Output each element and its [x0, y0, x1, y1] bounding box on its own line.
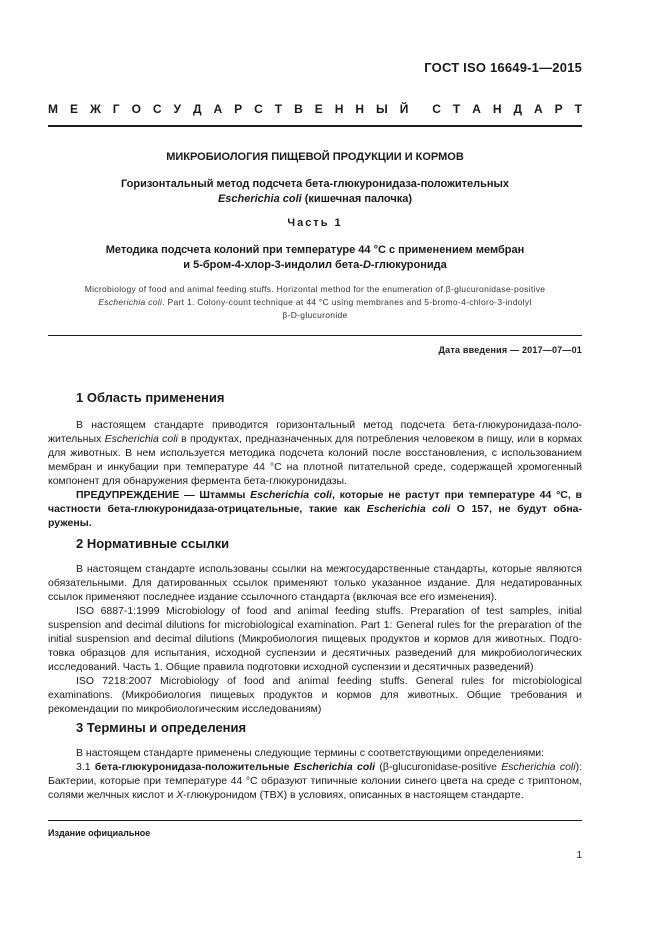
section-1-warning [48, 488, 582, 530]
introduction-date: Дата введения — 2017—07—01 [438, 345, 582, 355]
subtitle-line-2 [48, 192, 582, 207]
document-code: ГОСТ ISO 16649-1—2015 [424, 60, 582, 75]
banner-letter: Е [314, 102, 323, 116]
english-organism: Escherichia coli [98, 297, 163, 307]
banner-letter: А [534, 102, 543, 116]
subtitle-organism: Escherichia coli [217, 193, 302, 205]
section-2-reference-iso-7218: ISO 7218:2007 Microbiology of food and animal feeding stuffs. General rules for microbiological examinations. (Микробиология пищевых продуктов и кормов для животных. Общие требования и рекомендации по микробиологическим исследованиям) [48, 675, 582, 715]
method-line2-a: и 5-бром-4-хлор-3-индолил бета- [183, 259, 363, 271]
header-divider [48, 125, 582, 127]
page-number: 1 [576, 850, 582, 861]
main-title: МИКРОБИОЛОГИЯ ПИЩЕВОЙ ПРОДУКЦИИ И КОРМОВ [166, 151, 464, 163]
date-divider [48, 335, 582, 336]
banner-letter: Н [355, 102, 364, 116]
section-3-heading: 3 Термины и определения [76, 720, 247, 735]
banner-letter: Р [234, 102, 243, 116]
warning-a: ПРЕДУПРЕЖДЕНИЕ — Штаммы [76, 489, 251, 501]
banner-letter: Т [574, 102, 582, 116]
section-2-body [48, 562, 582, 716]
part-label: Часть 1 [287, 217, 343, 229]
banner-letter: Т [274, 102, 283, 116]
section-3-term-3-1 [48, 760, 582, 802]
section-2-heading: 2 Нормативные ссылки [76, 536, 230, 551]
warning-italic-2: Escherichia coli [366, 503, 451, 515]
banner-letter: Т [452, 102, 461, 116]
banner-letter: О [131, 102, 141, 116]
subtitle-common-name: (кишечная палочка) [301, 193, 413, 205]
banner-letter: С [432, 102, 441, 116]
banner-letter: В [294, 102, 303, 116]
banner-letter: Д [192, 102, 202, 116]
english-title-line-3: β-D-glucuronide [282, 310, 348, 320]
banner-letter: Ы [375, 102, 388, 116]
term-definition-italic: X [176, 789, 184, 801]
section-1-paragraph [48, 418, 582, 488]
s1-p1-a: В настоящем стандарте приводится горизонтальный метод подсчета бета-глюкуронидаза-положительных [48, 419, 582, 445]
subtitle [48, 177, 582, 207]
method-title-line-1: Методика подсчета колоний при температуре 44 °C с применением мембран [105, 244, 525, 256]
term-number: 3.1 [76, 761, 95, 773]
method-line2-b: -глюкуронида [370, 259, 447, 271]
term-definition-b: -глюкуронидом (TBX) в условиях, описанных в настоящем стандарте. [183, 789, 524, 801]
term-definition-a: ): Бактерии, которые при температуре 44 °C образуют типичные колонии синего цвета на среде с триптоном, солями желчных кислот и [48, 761, 582, 801]
banner-letter: Ж [89, 102, 101, 116]
banner-letter: С [254, 102, 263, 116]
term-en-organism: Escherichia coli [501, 761, 576, 773]
warning-b: , которые не растут при температуре 44 °C, в частности бета-глюкуронидаза-отрицательные, такие как [48, 489, 582, 515]
section-2-reference-iso-6887: ISO 6887-1:1999 Microbiology of food and animal feeding stuffs. Preparation of test samples, initial suspension and decimal dilutions for microbiological examination. Part 1: General rules for the preparation of the initial suspension and decimal dilutions (Микробиология пищевых продуктов и кормов для животных. Подготовка образцов для испытания, исходной суспензии и десятичных разведений для микробиологических исследований. Часть 1. Общие правила подготовки исходной суспензии и десятичных разведений) [48, 605, 582, 673]
banner-letter: Г [112, 102, 120, 116]
banner-letter: Е [69, 102, 78, 116]
english-title-line-2 [48, 296, 582, 309]
section-2-paragraph-1: В настоящем стандарте использованы ссылки на межгосударственные стандарты, которые являются обязательными. Для датированных ссылок применяют только указанное издание. Для недатированных ссылок применяют последнее издание ссылочного стандарта (включая все его изменения). [48, 563, 582, 603]
english-title-line-1: Microbiology of food and animal feeding stuffs. Horizontal method for the enumeration of β-glucuronidase-positive [84, 284, 546, 294]
term-organism: Escherichia coli [293, 761, 376, 773]
s1-p1-b: в продуктах, предназначенных для потребления человеком в пищу, или в кормах для животных. В нем используется методика подсчета колоний после восстановления, с использованием мембран и инкубации при температуре 44 °C на плотной питательной среде, содержащей хромогенный компонент для обнаружения фермента бета-глюкуронидазы. [48, 433, 582, 487]
banner-letter: Н [492, 102, 502, 116]
english-line2-rest: . Part 1. Colony-count technique at 44 °C using membranes and 5-bromo-4-chloro-3-indolyl [162, 297, 532, 307]
banner-letter: М [48, 102, 58, 116]
banner-letter: Н [334, 102, 344, 116]
term-en-a: (β-glucuronidase-positive [375, 761, 502, 773]
s1-p1-italic: Escherichia coli [104, 433, 178, 445]
section-3-body [48, 746, 582, 802]
section-1-body [48, 418, 582, 530]
method-title [48, 243, 582, 273]
warning-c: O 157, не будут обнаружены. [48, 503, 583, 529]
method-title-line-2 [48, 258, 582, 273]
banner-letter: Й [399, 102, 409, 116]
term-name: бета-глюкуронидаза-положительные [94, 761, 294, 773]
english-title [48, 283, 582, 322]
section-1-heading: 1 Область применения [76, 390, 225, 405]
footer-divider [48, 820, 582, 821]
official-edition-label: Издание официальное [48, 828, 151, 838]
banner-letter: С [152, 102, 162, 116]
subtitle-line-1: Горизонтальный метод подсчета бета-глюкуронидаза-положительных [120, 178, 510, 190]
standard-banner [48, 102, 582, 116]
banner-letter: Д [513, 102, 523, 116]
banner-letter: У [173, 102, 181, 116]
section-3-paragraph-1: В настоящем стандарте применены следующие термины с соответствующими определениями: [76, 747, 545, 759]
method-line2-italic: D [362, 259, 371, 271]
banner-letter: Р [554, 102, 563, 116]
warning-italic-1: Escherichia coli [250, 489, 332, 501]
banner-letter: А [213, 102, 223, 116]
banner-letter: А [472, 102, 481, 116]
